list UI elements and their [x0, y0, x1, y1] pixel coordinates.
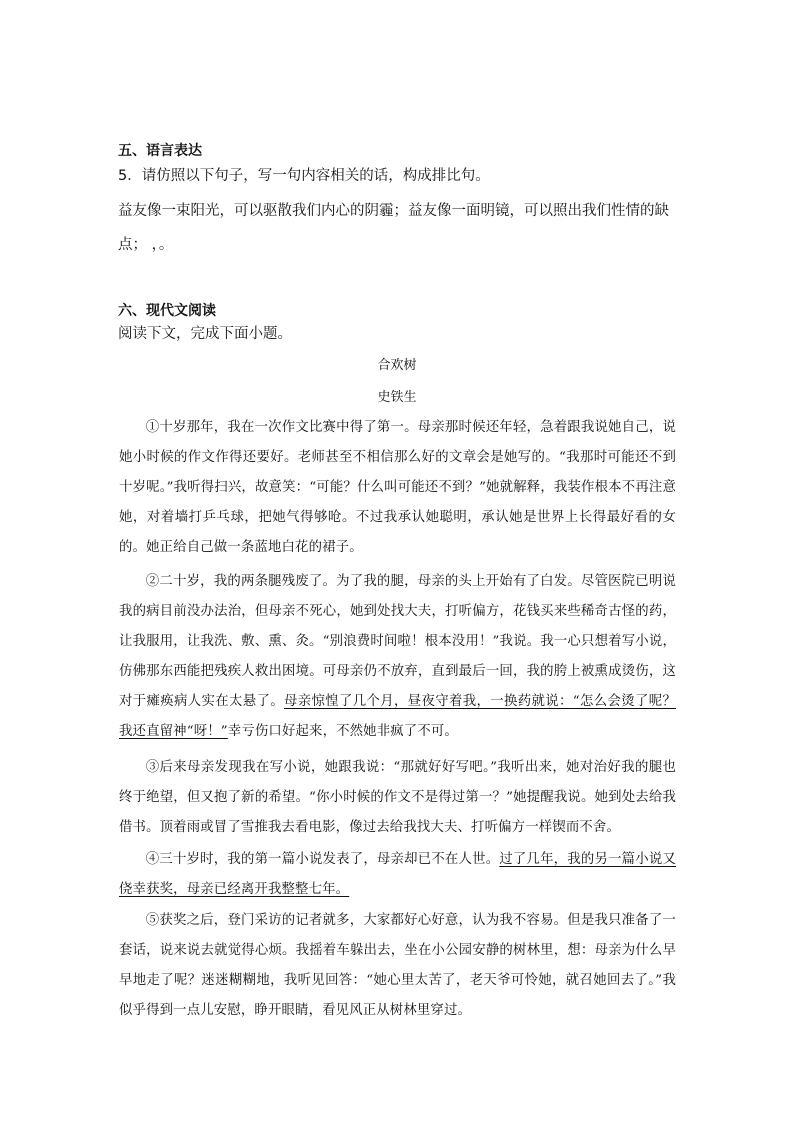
- example-sentence-line-1: 益友像一束阳光，可以驱散我们内心的阴霾；益友像一面明镜，可以照出我们性情的缺: [118, 203, 669, 219]
- paragraph-2-ending: 幸亏伤口好起来，不然她非疯了不可。: [227, 724, 458, 739]
- paragraph-4-text: ④三十岁时，我的第一篇小说发表了，母亲却已不在人世。: [145, 852, 500, 867]
- paragraph-3: ③后来母亲发现我在写小说，她跟我说：“那就好好写吧。”我听出来，她对治好我的腿也终于绝望，但又抱了新的希望。“你小时候的作文不是得过第一？”她提醒我说。她到处去给我借书。顶着雨或冒了雪推我去看电影，像过去给我找大夫、打听偏方一样锲而不舍。: [119, 760, 676, 835]
- question-5: 5．请仿照以下句子，写一句内容相关的话，构成排比句。: [118, 168, 490, 184]
- example-sentence-line-2: 点； ，。: [118, 237, 174, 253]
- paragraph-5: ⑤获奖之后，登门采访的记者就多，大家都好心好意，认为我不容易。但是我只准备了一套话，说来说去就觉得心烦。我摇着车躲出去，坐在小公园安静的树林里，想：母亲为什么早早地走了呢？迷迷糊糊地，我听见回答：“她心里太苦了，老天爷可怜她，就召她回去了。”我似乎得到一点儿安慰，睁开眼睛，看见风正从树林里穿过。: [119, 913, 676, 1018]
- paragraph-2-text: ②二十岁，我的两条腿残废了。为了我的腿，母亲的头上开始有了白发。尽管医院已明说我的病目前没办法治，但母亲不死心，她到处找大夫，打听偏方，花钱买来些稀奇古怪的药，让我服用，让我洗、敷、熏、灸。“别浪费时间啦！根本没用！”我说。我一心只想着写小说，仿佛那东西能把残疾人救出困境。可母亲仍不放弃，直到最后一回，我的胯上被熏成烫伤，这对于瘫痪病人实在太悬了。: [119, 574, 676, 709]
- paragraph-2: [119, 567, 676, 747]
- article-title: 合欢树: [377, 358, 417, 373]
- underlined-sentence-another-novel: 过了几年，我的另一篇小说又侥幸获奖，母亲已经离开我整整七年。: [119, 852, 676, 897]
- reading-instruction: 阅读下文，完成下面小题。: [118, 326, 292, 342]
- paragraph-1: ①十岁那年，我在一次作文比赛中得了第一。母亲那时候还年轻，急着跟我说她自己，说她小时候的作文作得还要好。老师甚至不相信那么好的文章会是她写的。“我那时可能还不到十岁呢。”我听得扫兴，故意笑：“可能？什么叫可能还不到？”她就解释，我装作根本不再注意她，对着墙打乒乓球，把她气得够呛。不过我承认她聪明，承认她是世界上长得最好看的女的。她正给自己做一条蓝地白花的裙子。: [119, 420, 676, 555]
- section-6-heading: 六、现代文阅读: [118, 303, 216, 319]
- underlined-sentence-mother-frightened: 母亲惊惶了几个月，昼夜守着我，一换药就说：“怎么会烫了呢？我还直留神“呀！”: [119, 694, 676, 739]
- paragraph-4: [119, 845, 676, 905]
- article-author: 史铁生: [377, 390, 417, 405]
- section-5-heading: 五、语言表达: [118, 143, 202, 159]
